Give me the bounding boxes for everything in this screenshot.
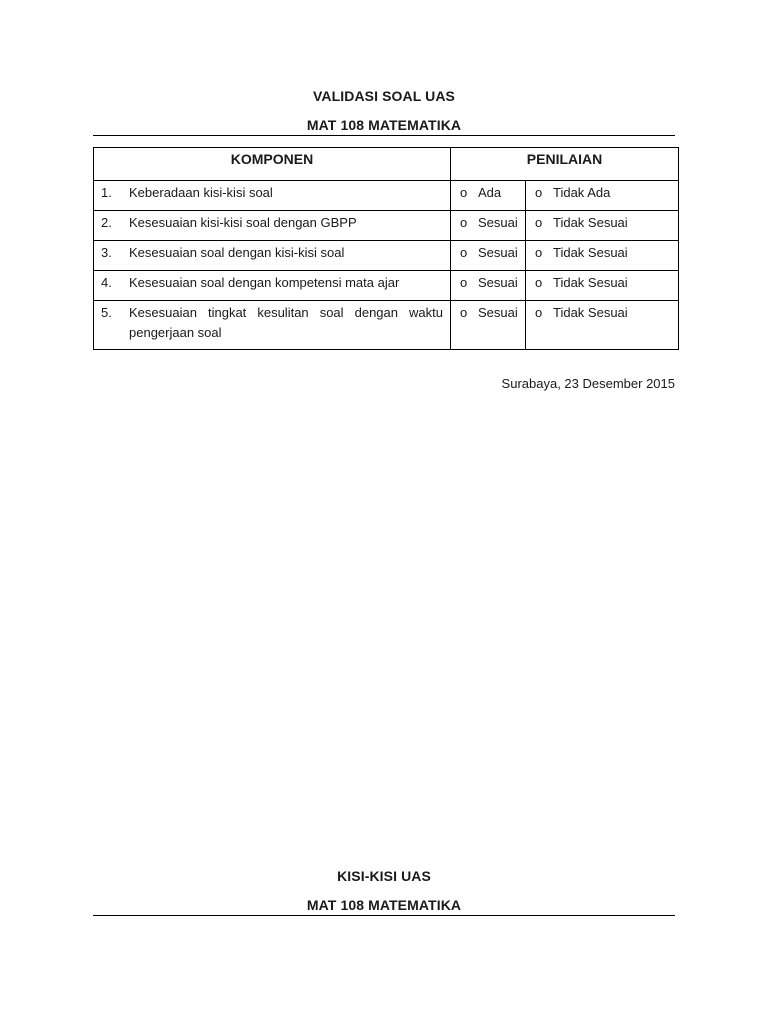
table-row <box>94 211 679 241</box>
section-divider <box>93 915 675 916</box>
row-number: 3. <box>101 245 112 260</box>
section-course-title: MAT 108 MATEMATIKA <box>306 897 462 913</box>
row-number: 1. <box>101 185 112 200</box>
circle-bullet-icon: o <box>535 185 543 200</box>
validation-table <box>93 147 679 350</box>
course-title: MAT 108 MATEMATIKA <box>306 117 462 133</box>
row-number: 5. <box>101 305 112 320</box>
row-number: 4. <box>101 275 112 290</box>
table-header-row <box>94 148 679 181</box>
option-positive[interactable] <box>451 271 525 293</box>
option-negative[interactable] <box>526 241 678 263</box>
component-text: Kesesuaian kisi-kisi soal dengan GBPP <box>129 215 357 230</box>
table-row <box>94 181 679 211</box>
header-assessment: PENILAIAN <box>451 148 679 181</box>
page-title: VALIDASI SOAL UAS <box>313 88 455 104</box>
circle-bullet-icon: o <box>460 305 468 320</box>
circle-bullet-icon: o <box>460 245 468 260</box>
header-component: KOMPONEN <box>94 148 451 181</box>
option-positive[interactable] <box>451 301 525 323</box>
option-label: Tidak Ada <box>553 185 611 200</box>
circle-bullet-icon: o <box>460 185 468 200</box>
option-negative[interactable] <box>526 271 678 293</box>
row-number: 2. <box>101 215 112 230</box>
option-positive[interactable] <box>451 241 525 263</box>
table-row <box>94 301 679 350</box>
circle-bullet-icon: o <box>460 215 468 230</box>
component-text: Kesesuaian soal dengan kisi-kisi soal <box>129 245 345 260</box>
table-row <box>94 241 679 271</box>
option-negative[interactable] <box>526 301 678 323</box>
signature-date: Surabaya, 23 Desember 2015 <box>501 376 675 391</box>
option-label: Sesuai <box>478 215 518 230</box>
circle-bullet-icon: o <box>535 215 543 230</box>
circle-bullet-icon: o <box>535 245 543 260</box>
option-label: Sesuai <box>478 245 518 260</box>
option-label: Sesuai <box>478 275 518 290</box>
option-positive[interactable] <box>451 211 525 233</box>
option-negative[interactable] <box>526 211 678 233</box>
table-row <box>94 271 679 301</box>
option-label: Tidak Sesuai <box>553 215 628 230</box>
component-text: Keberadaan kisi-kisi soal <box>129 185 273 200</box>
title-divider <box>93 135 675 136</box>
component-text: Kesesuaian tingkat kesulitan soal dengan waktu pengerjaan soal <box>129 305 443 340</box>
option-label: Tidak Sesuai <box>553 245 628 260</box>
option-positive[interactable] <box>451 181 525 203</box>
option-label: Tidak Sesuai <box>553 305 628 320</box>
component-text: Kesesuaian soal dengan kompetensi mata ajar <box>129 275 400 290</box>
circle-bullet-icon: o <box>535 305 543 320</box>
circle-bullet-icon: o <box>460 275 468 290</box>
circle-bullet-icon: o <box>535 275 543 290</box>
option-negative[interactable] <box>526 181 678 203</box>
section-title: KISI-KISI UAS <box>337 868 431 884</box>
option-label: Ada <box>478 185 502 200</box>
option-label: Tidak Sesuai <box>553 275 628 290</box>
option-label: Sesuai <box>478 305 518 320</box>
